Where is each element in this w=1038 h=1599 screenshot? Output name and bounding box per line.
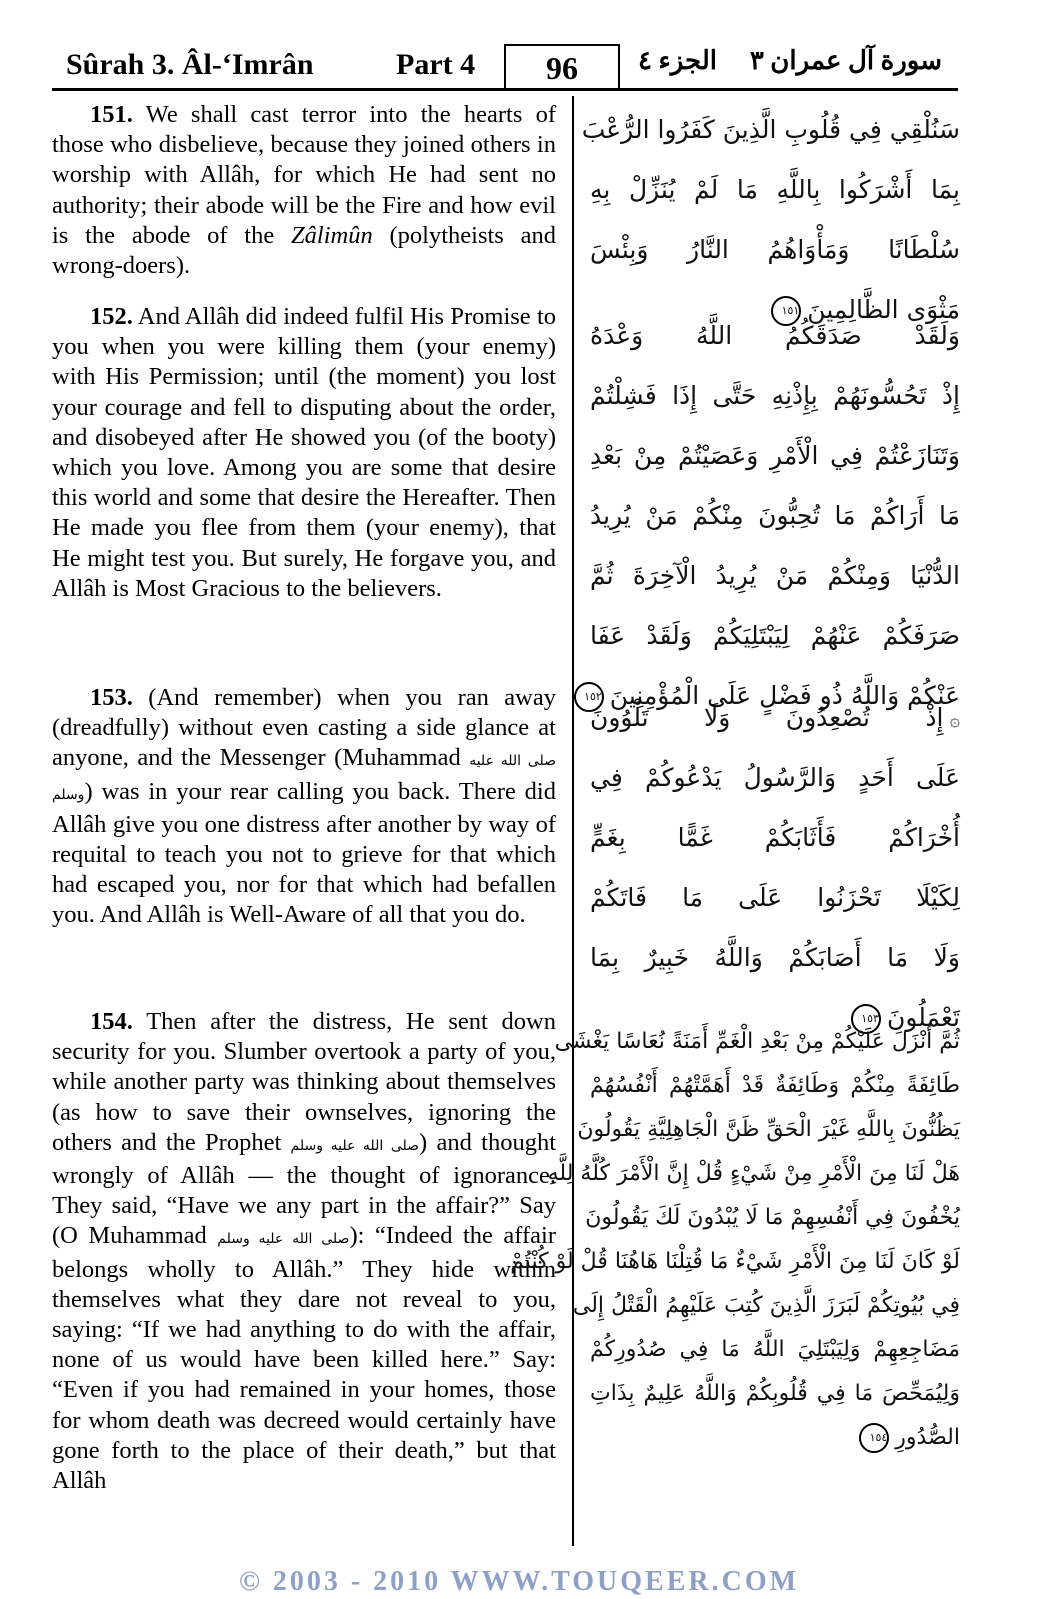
verse-text: And Allâh did indeed fulfil His Promise to you when you were killing them (your enemy) with His Permission; until (the moment) you lost your courage and fell to disputing about the order, and disobeyed after He showed you (of the booty) which you love. Among you are some that desire this world and some that desire the Hereafter. Then He made you flee from them (your enemy), that He might test you. But surely, He forgave you, and Allâh is Most Gracious to the believers. <box>52 303 556 602</box>
surah-title-english: Sûrah 3. Âl-‘Imrân <box>66 48 314 81</box>
verse-italic-term: Zâlimûn <box>291 221 373 249</box>
verse-152-translation <box>52 302 556 604</box>
arabic-line: يُخْفُونَ فِي أَنْفُسِهِمْ مَا لَا يُبْدُونَ لَكَ يَقُولُونَ <box>585 1205 960 1230</box>
arabic-line: بِمَا أَشْرَكُوا بِاللَّهِ مَا لَمْ يُنَزِّلْ بِهِ <box>590 175 960 204</box>
arabic-line: مَضَاجِعِهِمْ وَلِيَبْتَلِيَ اللَّهُ مَا فِي صُدُورِكُمْ <box>590 1337 960 1362</box>
arabic-line: وَلَا مَا أَصَابَكُمْ وَاللَّهُ خَبِيرٌ بِمَا <box>590 943 960 972</box>
arabic-line: لَوْ كَانَ لَنَا مِنَ الْأَمْرِ شَيْءٌ مَا قُتِلْنَا هَاهُنَا قُلْ لَوْ كُنْتُمْ <box>510 1249 960 1274</box>
verse-153-arabic <box>590 688 960 1048</box>
verse-text: ) was in your rear calling you back. There did Allâh give you one distress after another by way of requital to teach you not to grieve for that which had escaped you, nor for that which had befallen you. And Allâh is Well-Aware of all that you do. <box>52 777 556 929</box>
arabic-line: فِي بُيُوتِكُمْ لَبَرَزَ الَّذِينَ كُتِبَ عَلَيْهِمُ الْقَتْلُ إِلَى <box>572 1293 960 1318</box>
arabic-line: سُلْطَانًا وَمَأْوَاهُمُ النَّارُ وَبِئْسَ <box>590 235 960 264</box>
part-label-english: Part 4 <box>396 48 476 81</box>
part-label-arabic: الجزء ٤ <box>638 46 717 75</box>
arabic-line: لِكَيْلَا تَحْزَنُوا عَلَى مَا فَاتَكُمْ <box>590 883 960 912</box>
ayah-number-marker: ١٥٣ <box>851 1004 881 1034</box>
arabic-line: وَلَقَدْ صَدَقَكُمُ اللَّهُ وَعْدَهُ <box>590 321 960 350</box>
arabic-text: مَثْوَى الظَّالِمِينَ <box>807 295 960 324</box>
arabic-line-start <box>590 688 960 748</box>
salutation-arabic: صلى الله عليه وسلم <box>290 1137 420 1154</box>
salutation-arabic: صلى الله عليه وسلم <box>52 753 556 803</box>
verse-number: 154. <box>90 1008 133 1035</box>
arabic-line-end <box>590 1416 960 1460</box>
ayah-number-marker: ١٥٤ <box>859 1423 889 1453</box>
arabic-line: أُخْرَاكُمْ فَأَثَابَكُمْ غَمًّا بِغَمٍّ <box>590 823 960 852</box>
arabic-text: تَعْمَلُونَ <box>886 1003 960 1032</box>
page-number: 96 <box>504 44 620 90</box>
verse-number: 152. <box>90 303 133 330</box>
verse-152-arabic <box>584 306 960 726</box>
verse-153-translation <box>52 683 556 931</box>
arabic-line: الدُّنْيَا وَمِنْكُمْ مَنْ يُرِيدُ الْآخِرَةَ ثُمَّ <box>590 561 960 590</box>
arabic-line: وَتَنَازَعْتُمْ فِي الْأَمْرِ وَعَصَيْتُمْ مِنْ بَعْدِ <box>590 441 960 470</box>
arabic-line: إِذْ تَحُسُّونَهُمْ بِإِذْنِهِ حَتَّى إِذَا فَشِلْتُمْ <box>590 381 960 410</box>
verse-154-translation <box>52 1007 556 1496</box>
arabic-line: سَنُلْقِي فِي قُلُوبِ الَّذِينَ كَفَرُوا الرُّعْبَ <box>581 115 960 144</box>
verse-text: Then after the distress, He sent down security for you. Slumber overtook a party of you, while another party was thinking about themselves (as how to save their ownselves, ignoring the others and the Prophet <box>52 1008 556 1156</box>
arabic-text: إِذْ تُصْعِدُونَ وَلَا تَلْوُونَ <box>590 703 944 732</box>
arabic-line: هَلْ لَنَا مِنَ الْأَمْرِ مِنْ شَيْءٍ قُلْ إِنَّ الْأَمْرَ كُلَّهُ لِلَّهِ <box>547 1161 960 1186</box>
arabic-line: طَائِفَةً مِنْكُمْ وَطَائِفَةٌ قَدْ أَهَمَّتْهُمْ أَنْفُسُهُمْ <box>590 1073 960 1098</box>
arabic-line: وَلِيُمَحِّصَ مَا فِي قُلُوبِكُمْ وَاللَّهُ عَلِيمٌ بِذَاتِ <box>590 1381 960 1406</box>
ayah-number-marker: ١٥١ <box>771 296 801 326</box>
verse-text: (polytheists and wrong-doers). <box>52 221 556 280</box>
arabic-line: صَرَفَكُمْ عَنْهُمْ لِيَبْتَلِيَكُمْ وَلَقَدْ عَفَا <box>590 621 960 650</box>
arabic-line: ثُمَّ أَنْزَلَ عَلَيْكُمْ مِنْ بَعْدِ الْغَمِّ أَمَنَةً نُعَاسًا يَغْشَى <box>554 1029 960 1054</box>
verse-154-arabic <box>510 1020 960 1460</box>
verse-text: ): “Indeed the affair belongs wholly to Allâh.” They hide within themselves what they dare not reveal to you, saying: “If we had anything to do with the affair, none of us would have been killed here.” Say: “Even if you had remained in your homes, those for whom death was decreed would certainly have gone forth to the place of their death,” but that Allâh <box>52 1222 557 1495</box>
arabic-line: عَلَى أَحَدٍ وَالرَّسُولُ يَدْعُوكُمْ فِي <box>590 763 960 792</box>
verse-text: ) and thought wrongly of Allâh — the thought of ignorance. They said, “Have we any part in the affair?” Say (O Muhammad <box>52 1128 556 1250</box>
surah-title-arabic: سورة آل عمران ٣ <box>749 46 942 75</box>
page-header <box>52 44 958 91</box>
verse-number: 153. <box>90 684 133 711</box>
verse-151-translation <box>52 100 556 281</box>
copyright-footer: © 2003 - 2010 WWW.TOUQEER.COM <box>238 1566 800 1597</box>
verse-text: (And remember) when you ran away (dreadfully) without even casting a side glance at anyone, and the Messenger (Muhammad <box>52 684 556 772</box>
verse-number: 151. <box>90 101 133 128</box>
verse-151-arabic <box>581 100 960 340</box>
column-divider <box>572 96 574 1546</box>
hizb-star-icon: ۞ <box>949 710 960 731</box>
arabic-text: الصُّدُورِ <box>895 1425 960 1450</box>
arabic-text: عَنْكُمْ وَاللَّهُ ذُو فَضْلٍ عَلَى الْمُؤْمِنِينَ <box>609 681 960 710</box>
ayah-number-marker: ١٥٢ <box>574 682 604 712</box>
salutation-arabic: صلى الله عليه وسلم <box>217 1231 350 1248</box>
verse-text: We shall cast terror into the hearts of those who disbelieve, because they joined others in worship with Allâh, for which He had sent no authority; their abode will be the Fire and how evil is the abode of the <box>52 101 556 249</box>
arabic-line: مَا أَرَاكُمْ مَا تُحِبُّونَ مِنْكُمْ مَنْ يُرِيدُ <box>590 501 960 530</box>
arabic-line: يَظُنُّونَ بِاللَّهِ غَيْرَ الْحَقِّ ظَنَّ الْجَاهِلِيَّةِ يَقُولُونَ <box>577 1117 960 1142</box>
